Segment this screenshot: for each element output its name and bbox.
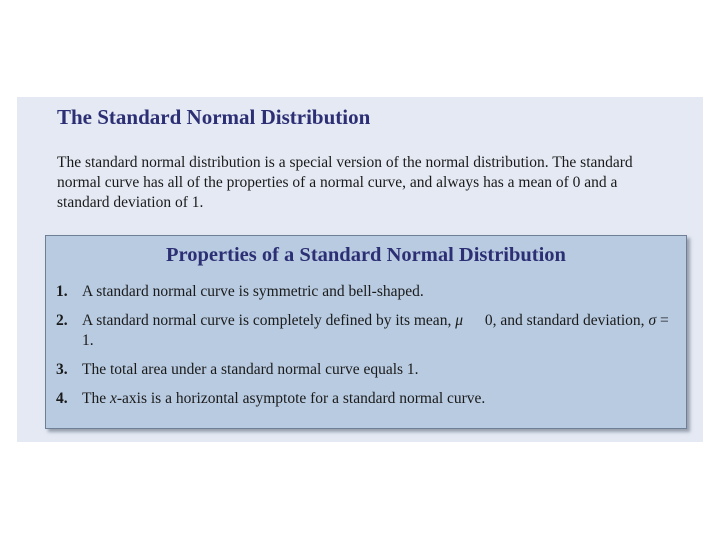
slide-panel bbox=[17, 97, 703, 442]
x-symbol: x bbox=[109, 390, 117, 407]
properties-list bbox=[56, 282, 676, 418]
property-item-1 bbox=[56, 282, 676, 302]
property-text: A standard normal curve is completely defined by its mean, bbox=[82, 312, 452, 329]
property-number: 4. bbox=[56, 390, 68, 407]
property-text: The total area under a standard normal curve equals 1. bbox=[82, 361, 419, 378]
properties-box bbox=[45, 235, 687, 429]
page-title: The Standard Normal Distribution bbox=[57, 105, 371, 129]
property-item-4 bbox=[56, 389, 676, 409]
intro-paragraph: The standard normal distribution is a special version of the normal distribution. The standard normal curve has all of the properties of a normal curve, and always has a mean of 0 and a standard deviation of 1. bbox=[57, 154, 633, 211]
property-text: = 1. bbox=[82, 312, 669, 349]
property-text: -axis is a horizontal asymptote for a standard normal curve. bbox=[116, 390, 486, 407]
property-number: 1. bbox=[56, 283, 68, 300]
mu-symbol: μ bbox=[455, 312, 463, 329]
property-item-3 bbox=[56, 360, 676, 380]
property-number: 2. bbox=[56, 312, 68, 329]
property-item-2 bbox=[56, 311, 676, 351]
property-number: 3. bbox=[56, 361, 68, 378]
properties-title: Properties of a Standard Normal Distribution bbox=[166, 244, 566, 266]
sigma-symbol: σ bbox=[648, 312, 657, 329]
property-text: 0, and standard deviation, bbox=[484, 312, 645, 329]
property-text: A standard normal curve is symmetric and bell-shaped. bbox=[82, 283, 424, 300]
property-text: The bbox=[82, 390, 107, 407]
